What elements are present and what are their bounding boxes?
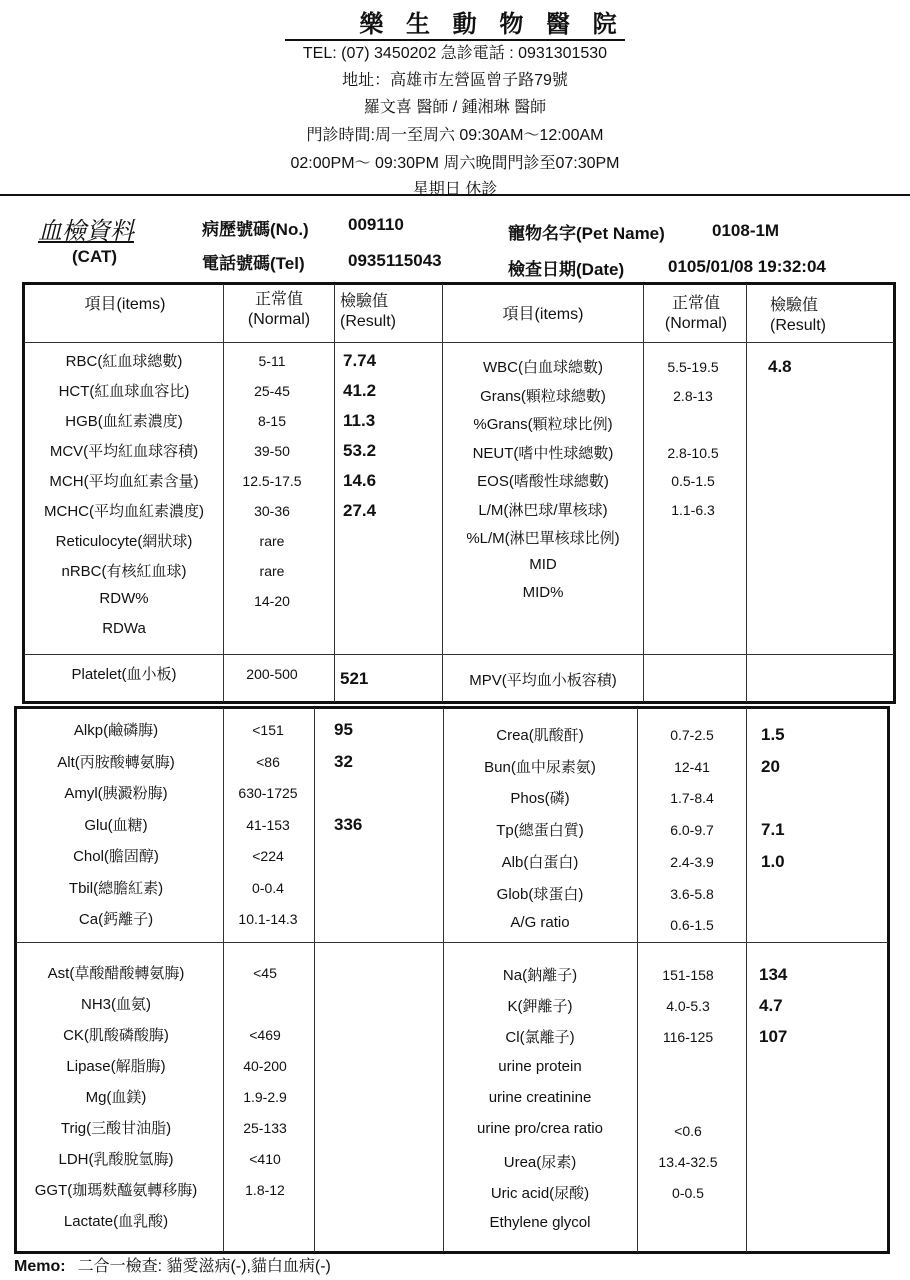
- row-item: A/G ratio: [510, 914, 570, 932]
- row-item: Ethylene glycol: [489, 1213, 591, 1231]
- row-normal: rare: [259, 563, 285, 579]
- row-normal: 40-200: [243, 1058, 287, 1074]
- row-item: Lipase(解脂脢): [66, 1058, 166, 1075]
- row-result: 32: [334, 751, 353, 771]
- row-result: 27.4: [343, 501, 377, 520]
- row-item: Mg(血鎂): [85, 1089, 147, 1106]
- row-normal: <45: [253, 965, 277, 981]
- row-item: nRBC(有核紅血球): [61, 563, 187, 580]
- row-item: Reticulocyte(網狀球): [55, 533, 193, 550]
- row-normal: 0.7-2.5: [670, 727, 714, 743]
- row-item: Chol(膽固醇): [73, 848, 159, 865]
- row-normal: <469: [249, 1027, 281, 1043]
- row-normal: rare: [259, 533, 285, 549]
- row-normal: 14-20: [254, 593, 290, 609]
- platelet-item: Platelet(血小板): [71, 666, 177, 683]
- pet-name-label: 寵物名字(Pet Name): [508, 224, 665, 243]
- row-normal: <151: [252, 722, 284, 738]
- row-normal: 2.8-13: [673, 387, 713, 404]
- species-label: (CAT): [72, 247, 117, 266]
- memo: [14, 1253, 331, 1276]
- row-normal: 0-0.5: [672, 1185, 704, 1202]
- row-result: 4.7: [759, 996, 783, 1016]
- memo-text: 二合一檢查: 貓愛滋病(-),貓白血病(-): [77, 1258, 331, 1275]
- memo-label: Memo:: [14, 1258, 66, 1275]
- row-normal: 6.0-9.7: [670, 822, 714, 839]
- row-result: 95: [334, 720, 353, 739]
- row-result: 1.5: [761, 725, 785, 744]
- row-normal: 39-50: [254, 443, 290, 459]
- row-result: 11.3: [343, 411, 376, 430]
- row-item: %Grans(顆粒球比例): [473, 416, 613, 433]
- row-item: HCT(紅血球血容比): [58, 383, 190, 400]
- row-item: CK(肌酸磷酸脢): [63, 1027, 169, 1044]
- row-item: Lactate(血乳酸): [63, 1213, 169, 1230]
- row-item: Ca(鈣離子): [78, 911, 154, 928]
- row-normal: 116-125: [662, 1029, 714, 1046]
- row-result: 1.0: [761, 851, 785, 871]
- header-normal-right: 正常值 (Normal): [664, 295, 728, 332]
- clinic-name: 樂 生 動 物 醫 院: [0, 4, 910, 39]
- row-item: MCV(平均紅血球容積): [49, 443, 199, 460]
- row-item: Urea(尿素): [503, 1154, 577, 1172]
- row-item: Cl(氯離子): [505, 1029, 575, 1047]
- row-item: MID: [529, 555, 557, 573]
- clinic-tel: TEL: (07) 3450202 急診電話 : 0931301530: [302, 45, 608, 62]
- row-item: RDWa: [102, 620, 146, 637]
- row-item: Alt(丙胺酸轉氨脢): [57, 753, 175, 771]
- platelet-normal: 200-500: [246, 666, 298, 682]
- platelet-result: 521: [340, 669, 369, 688]
- row-normal: 4.0-5.3: [666, 998, 710, 1015]
- row-normal: 3.6-5.8: [670, 885, 714, 902]
- row-item: RBC(紅血球總數): [65, 353, 183, 370]
- tel-number: 0935115043: [348, 251, 442, 270]
- row-item: L/M(淋巴球/單核球): [478, 501, 608, 519]
- row-normal: 0.6-1.5: [670, 917, 714, 934]
- row-normal: 1.1-6.3: [671, 501, 715, 518]
- row-item: urine protein: [498, 1057, 582, 1075]
- header-result-left: 檢驗值 (Result): [340, 293, 397, 330]
- row-item: GGT(珈瑪麩醯氨轉移脢): [34, 1182, 198, 1199]
- clinic-hours-2: 02:00PM～ 09:30PM 周六晚間門診至07:30PM: [290, 155, 620, 172]
- row-normal: 5.5-19.5: [667, 359, 719, 375]
- row-normal: 8-15: [257, 413, 287, 429]
- header-normal-left: 正常值 (Normal): [247, 291, 311, 328]
- row-normal: 1.7-8.4: [670, 790, 714, 807]
- row-item: Glob(球蛋白): [496, 885, 584, 903]
- row-item: NH3(血氨): [81, 996, 151, 1013]
- row-item: Crea(肌酸酐): [496, 727, 584, 744]
- row-item: Alkp(鹼磷脢): [73, 722, 159, 739]
- row-normal: <0.6: [674, 1123, 702, 1139]
- row-item: Grans(顆粒球總數): [480, 387, 606, 405]
- header-items-right: 項目(items): [502, 306, 584, 323]
- row-item: HGB(血紅素濃度): [65, 413, 183, 430]
- row-item: K(鉀離子): [507, 998, 573, 1016]
- header-result-right: 檢驗值 (Result): [770, 297, 827, 334]
- row-item: Alb(白蛋白): [501, 853, 579, 871]
- row-item: Ast(草酸醋酸轉氨脢): [47, 965, 185, 982]
- row-result: 14.6: [343, 471, 377, 490]
- row-item: WBC(白血球總數): [483, 359, 603, 376]
- row-normal: 630-1725: [238, 785, 298, 801]
- header-items-left: 項目(items): [84, 296, 166, 313]
- row-normal: 12-41: [674, 758, 710, 775]
- row-normal: 41-153: [246, 816, 290, 833]
- row-item: NEUT(嗜中性球總數): [472, 444, 614, 462]
- row-result: 7.1: [761, 820, 785, 840]
- row-result: 7.74: [343, 351, 377, 370]
- clinic-hours-1: 門診時間:周一至周六 09:30AM～12:00AM: [306, 127, 604, 144]
- row-item: Tbil(總膽紅素): [68, 879, 164, 897]
- row-normal: 10.1-14.3: [238, 911, 298, 927]
- row-item: MCHC(平均血紅素濃度): [44, 503, 204, 520]
- row-item: LDH(乳酸脫氫脢): [58, 1151, 174, 1168]
- row-result: 134: [759, 965, 788, 984]
- row-normal: 5-11: [258, 353, 286, 369]
- row-item: Uric acid(尿酸): [490, 1185, 590, 1203]
- row-normal: 151-158: [662, 967, 714, 983]
- mpv-item: MPV(平均血小板容積): [469, 672, 617, 689]
- row-item: %L/M(淋巴單核球比例): [466, 530, 620, 547]
- row-result: 107: [759, 1027, 788, 1047]
- row-item: Amyl(胰澱粉脢): [64, 785, 168, 802]
- record-no: 009110: [348, 215, 404, 234]
- row-item: urine pro/crea ratio: [477, 1120, 603, 1137]
- row-item: urine creatinine: [488, 1088, 592, 1106]
- row-normal: 1.8-12: [245, 1182, 285, 1198]
- report-title: 血檢資料: [38, 217, 134, 245]
- row-normal: <224: [252, 848, 284, 864]
- clinic-address: 地址：高雄市左營區曾子路79號: [342, 72, 568, 89]
- header-divider: [0, 194, 910, 196]
- row-result: 4.8: [768, 357, 792, 376]
- row-normal: 12.5-17.5: [242, 473, 302, 489]
- row-item: MCH(平均血紅素含量): [49, 473, 199, 490]
- row-item: Tp(總蛋白質): [496, 822, 584, 840]
- row-normal: 2.8-10.5: [667, 444, 719, 461]
- row-item: Phos(磷): [510, 790, 570, 808]
- row-item: Bun(血中尿素氨): [484, 758, 596, 776]
- row-normal: 25-133: [243, 1120, 287, 1136]
- row-normal: <86: [256, 753, 280, 770]
- row-result: 336: [334, 814, 363, 834]
- row-normal: 25-45: [254, 383, 290, 399]
- clinic-closed-day: 星期日 休診: [412, 181, 498, 198]
- row-normal: 13.4-32.5: [658, 1154, 718, 1171]
- row-normal: <410: [249, 1151, 281, 1167]
- row-result: 41.2: [343, 381, 377, 400]
- row-item: RDW%: [99, 590, 149, 607]
- pet-name: 0108-1M: [712, 221, 780, 240]
- row-item: MID%: [522, 584, 564, 601]
- row-normal: 2.4-3.9: [670, 853, 714, 870]
- row-item: EOS(嗜酸性球總數): [477, 473, 609, 490]
- row-result: 53.2: [343, 441, 377, 460]
- row-normal: 0.5-1.5: [671, 473, 715, 489]
- row-item: Na(鈉離子): [502, 967, 578, 984]
- clinic-doctors: 羅文喜 醫師 / 鍾湘琳 醫師: [363, 99, 547, 116]
- row-normal: 0-0.4: [252, 879, 284, 896]
- row-normal: 1.9-2.9: [243, 1089, 287, 1105]
- row-item: Trig(三酸甘油脂): [60, 1120, 172, 1137]
- row-result: 20: [761, 756, 780, 776]
- row-item: Glu(血糖): [84, 816, 148, 834]
- tel-label: 電話號碼(Tel): [202, 254, 305, 273]
- date-label: 檢查日期(Date): [508, 260, 625, 279]
- record-no-label: 病歷號碼(No.): [202, 220, 309, 239]
- row-normal: 30-36: [254, 503, 290, 519]
- cbc-table: [22, 282, 896, 704]
- exam-date: 0105/01/08 19:32:04: [668, 257, 826, 276]
